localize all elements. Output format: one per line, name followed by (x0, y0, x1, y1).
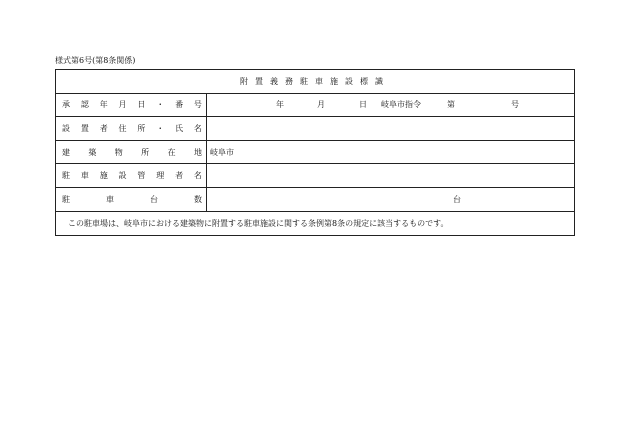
parking-sign-table (55, 69, 575, 236)
parking-count-label: 駐 車 台 数 (62, 194, 202, 204)
note-row (56, 212, 574, 236)
building-location-value: 岐阜市 (210, 147, 234, 157)
installer-value-cell[interactable] (206, 117, 574, 140)
designation-label: 岐阜市指令 (381, 100, 421, 110)
month-label: 月 (317, 100, 325, 110)
number-prefix-label: 第 (447, 100, 455, 110)
year-label: 年 (276, 100, 284, 110)
building-location-row (56, 141, 574, 165)
day-label: 日 (359, 100, 367, 110)
approval-label: 承 認 年 月 日 ・ 番 号 (62, 100, 202, 110)
form-number-label: 様式第6号(第8条関係) (55, 56, 136, 65)
approval-value-cell[interactable] (206, 94, 574, 117)
manager-row (56, 164, 574, 188)
installer-label: 設 置 者 住 所 ・ 氏 名 (62, 123, 202, 133)
ordinance-note: この駐車場は、岐阜市における建築物に附置する駐車施設に関する条例第8条の規定に該当するものです。 (68, 218, 449, 228)
number-suffix-label: 号 (511, 100, 519, 110)
manager-label: 駐 車 施 設 管 理 者 名 (62, 171, 202, 181)
parking-count-value-cell[interactable] (206, 188, 574, 211)
parking-count-unit: 台 (453, 194, 461, 204)
parking-count-row (56, 188, 574, 212)
installer-row (56, 117, 574, 141)
approval-row (56, 94, 574, 118)
manager-value-cell[interactable] (206, 164, 574, 187)
building-location-value-cell[interactable] (206, 141, 574, 164)
sign-title: 附置義務駐車施設標識 (240, 76, 390, 86)
title-row (56, 70, 574, 94)
building-location-label: 建 築 物 所 在 地 (62, 147, 202, 157)
